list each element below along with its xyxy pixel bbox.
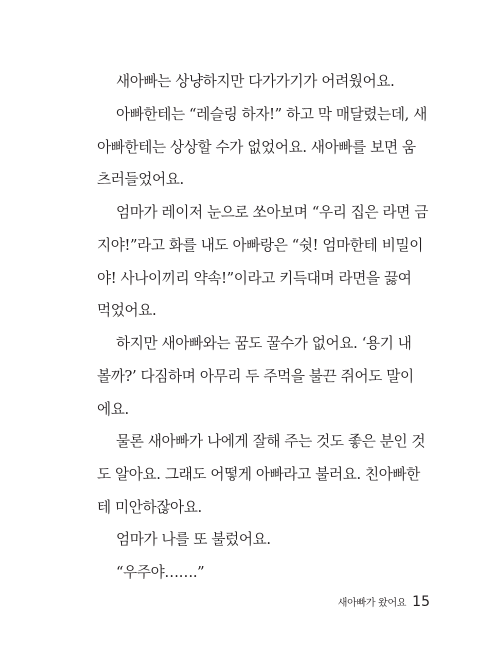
- paragraph-line: 먹었어요.: [97, 302, 157, 319]
- paragraph-line: “우주야…….”: [116, 564, 205, 581]
- paragraph-line: 엄마가 레이저 눈으로 쏘아보며 “우리 집은 라면 금: [116, 204, 429, 221]
- paragraph-line: 하지만 새아빠와는 꿈도 꿀수가 없어요. ‘용기 내: [116, 335, 412, 352]
- paragraph-line: 테 미안하잖아요.: [97, 499, 202, 516]
- running-title: 새아빠가 왔어요: [337, 598, 407, 609]
- paragraph-line: 아빠한테는 상상할 수가 없었어요. 새아빠를 보면 움: [97, 139, 416, 156]
- page-footer: [0, 591, 430, 611]
- paragraph-line: 에요.: [97, 401, 129, 418]
- paragraph-line: 도 알아요. 그래도 어떻게 아빠라고 불러요. 친아빠한: [97, 466, 421, 483]
- paragraph-line: 새아빠는 상냥하지만 다가가기가 어려웠어요.: [116, 73, 395, 90]
- paragraph-line: 아빠한테는 “레슬링 하자!” 하고 막 매달렸는데, 새: [116, 106, 427, 123]
- paragraph-line: 물론 새아빠가 나에게 잘해 주는 것도 좋은 분인 것: [116, 433, 426, 450]
- paragraph-line: 츠러들었어요.: [97, 171, 184, 188]
- paragraph-line: 엄마가 나를 또 불렀어요.: [116, 531, 271, 548]
- page-number: 15: [412, 593, 430, 610]
- paragraph-line: 야! 사나이끼리 약속!”이라고 키득대며 라면을 끓여: [97, 270, 412, 287]
- paragraph-line: 볼까?’ 다짐하며 아무리 두 주먹을 불끈 쥐어도 말이: [97, 368, 414, 385]
- paragraph-line: 지야!”라고 화를 내도 아빠랑은 “쉿! 엄마한테 비밀이: [97, 237, 423, 254]
